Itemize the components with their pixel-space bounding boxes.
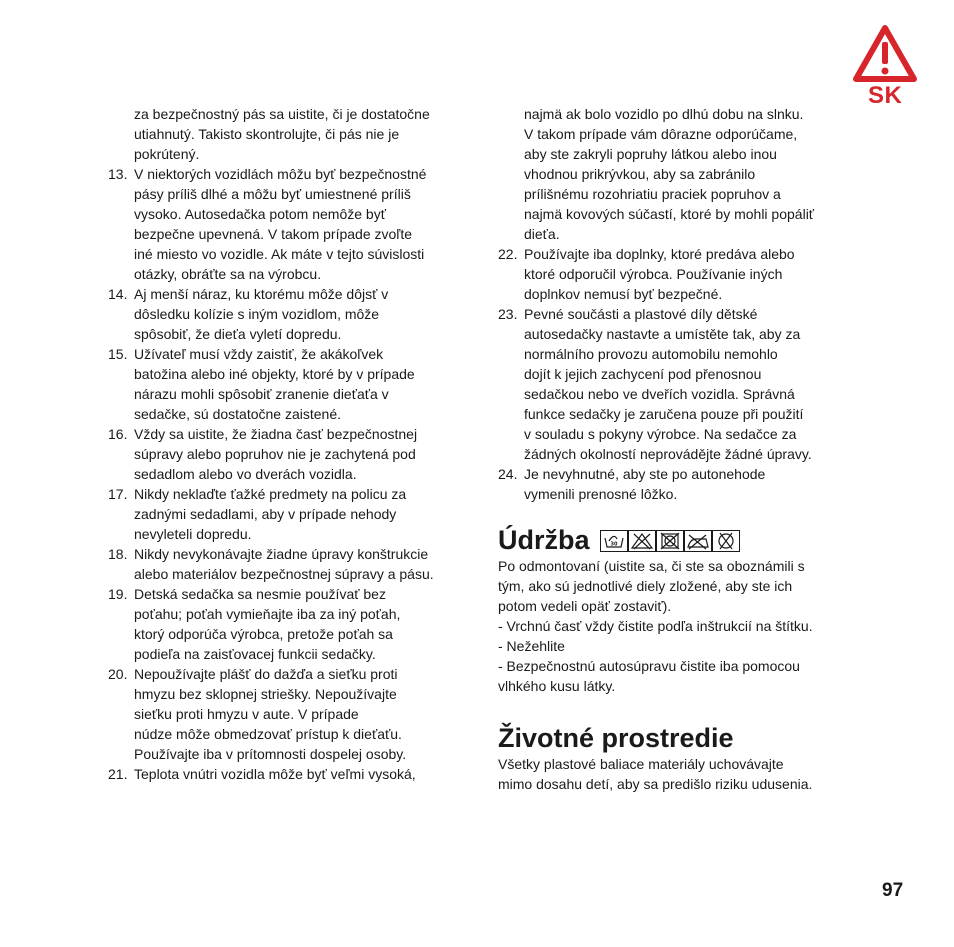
list-item-15: 15. Užívateľ musí vždy zaistiť, že akákoľvek batožina alebo iné objekty, ktoré by v prípade nárazu mohli spôsobiť zranenie dieťaťa v sedačke, sú dostatočne zaistené.: [108, 346, 415, 422]
item-21-continuation: najmä ak bolo vozidlo po dlhú dobu na slnku. V takom prípade vám dôrazne odporúčame, aby ste zakryli popruhy látkou alebo inou vhodnou prikrývkou, aby sa zabránilo prílišnému rozohriatiu praciek popruhov a najmä kovových súčastí, ktoré by mohli popáliť dieťa.: [524, 106, 815, 242]
maintenance-section: [498, 524, 858, 556]
list-item-18: 18. Nikdy nevykonávajte žiadne úpravy konštrukcie alebo materiálov bezpečnostnej súpravy a pásu.: [108, 546, 434, 582]
item-number: 13.: [108, 166, 128, 182]
care-symbols: [600, 530, 740, 552]
no-tumble-dry-icon: [656, 530, 684, 552]
list-item-21: 21. Teplota vnútri vozidla môže byť veľmi vysoká,: [108, 766, 416, 782]
list-item-13: 13. V niektorých vozidlách môžu byť bezpečnostné pásy príliš dlhé a môžu byť umiestnené príliš vysoko. Autosedačka potom nemôže byť bezpečne upevnená. V takom prípade zvoľte iné miesto vo vozidle. Ak máte v tejto súvislosti otázky, obráťte sa na výrobcu.: [108, 166, 427, 282]
item-number: 24.: [498, 466, 518, 482]
no-bleach-icon: [628, 530, 656, 552]
svg-text:30: 30: [610, 541, 617, 548]
list-item-19: 19. Detská sedačka sa nesmie používať bez poťahu; poťah vymieňajte iba za iný poťah, ktorý odporúča výrobca, pretože poťah sa podieľa na zaisťovacej funkcii sedačky.: [108, 586, 401, 662]
item-number: 16.: [108, 426, 128, 442]
item-number: 19.: [108, 586, 128, 602]
left-column: [108, 104, 470, 784]
maintenance-heading: Údržba: [498, 525, 590, 555]
no-iron-icon: [684, 530, 712, 552]
language-tag: SK: [868, 82, 903, 109]
list-item-20: 20. Nepoužívajte plášť do dažďa a sieťku proti hmyzu bez sklopnej striešky. Nepoužívajte sieťku proti hmyzu v aute. V prípade núdze môže obmedzovať prístup k dieťaťu. Používajte iba v prítomnosti dospelej osoby.: [108, 666, 407, 762]
item-number: 14.: [108, 286, 128, 302]
item-number: 20.: [108, 666, 128, 682]
right-column: [498, 104, 858, 794]
page-number: 97: [882, 880, 904, 901]
hand-wash-30-icon: [600, 530, 628, 552]
maintenance-text: Po odmontovaní (uistite sa, či ste sa oboznámili s tým, ako sú jednotlivé diely zložené, aby ste ich potom vedeli opäť zostaviť). - Vrchnú časť vždy čistite podľa inštrukcií na štítku. - Nežehlite - Bezpečnostnú autosúpravu čistite iba pomocou vlhkého kusu látky.: [498, 558, 813, 694]
item-number: 23.: [498, 306, 518, 322]
list-item-17: 17. Nikdy neklaďte ťažké predmety na policu za zadnými sedadlami, aby v prípade nehody nevyleteli dopredu.: [108, 486, 407, 542]
no-dry-clean-icon: [712, 530, 740, 552]
item-number: 18.: [108, 546, 128, 562]
list-item-24: 24. Je nevyhnutné, aby ste po autonehode vymenili prenosné lôžko.: [498, 466, 766, 502]
item-number: 17.: [108, 486, 128, 502]
list-item-22: 22. Používajte iba doplnky, ktoré predáva alebo ktoré odporučil výrobca. Používanie iných doplnkov nemusí byť bezpečné.: [498, 246, 795, 302]
item-number: 22.: [498, 246, 518, 262]
list-item-23: 23. Pevné součásti a plastové díly dětské autosedačky nastavte a umístěte tak, aby za normálního provozu automobilu nemohlo dojít k jejich zachycení pod přenosnou sedačkou nebo ve dveřích vozidla. Správná funkce sedačky je zaručena pouze při použití v souladu s pokyny výrobce. Na sedačce za žádných okolností neprovádějte žádné úpravy.: [498, 306, 812, 462]
item-number: 21.: [108, 766, 128, 782]
environment-text: Všetky plastové baliace materiály uchovávajte mimo dosahu detí, aby sa predišlo riziku udusenia.: [498, 756, 813, 792]
environment-heading: Životné prostredie: [498, 723, 734, 753]
item-12-continuation: za bezpečnostný pás sa uistite, či je dostatočne utiahnutý. Takisto skontrolujte, či pás nie je pokrútený.: [134, 106, 430, 162]
warning-triangle-icon: [852, 24, 918, 84]
item-number: 15.: [108, 346, 128, 362]
list-item-14: 14. Aj menší náraz, ku ktorému môže dôjsť v dôsledku kolízie s iným vozidlom, môže spôsobiť, že dieťa vyletí dopredu.: [108, 286, 389, 342]
list-item-16: 16. Vždy sa uistite, že žiadna časť bezpečnostnej súpravy alebo popruhov nie je zachytená pod sedadlom alebo vo dverách vozidla.: [108, 426, 418, 482]
